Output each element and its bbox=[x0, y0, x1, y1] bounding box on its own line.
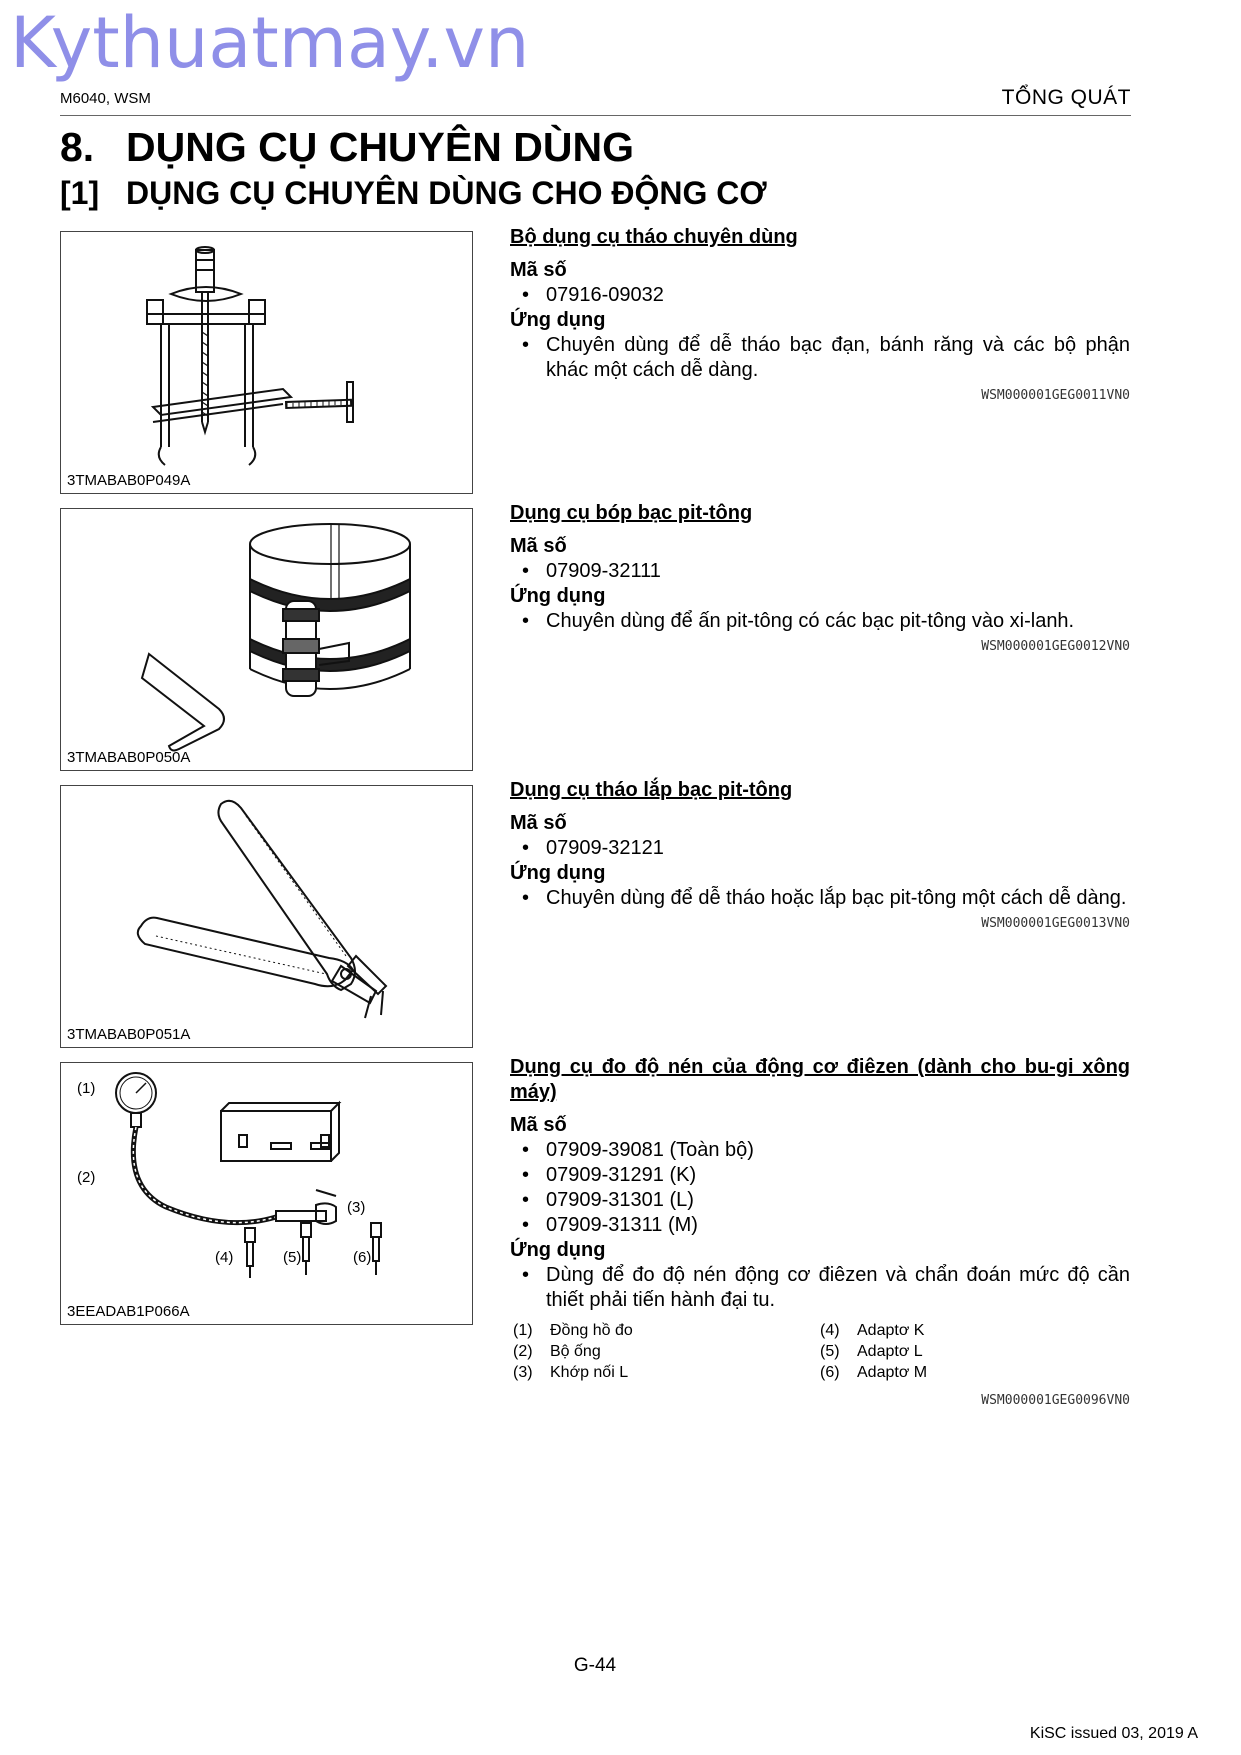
use-item: • Dùng để đo độ nén động cơ điêzen và chẩn đoán mức độ cần thiết phải tiến hành đại tu. bbox=[522, 1264, 1130, 1311]
legend-number: (6) bbox=[820, 1364, 840, 1381]
use-text: Chuyên dùng để dễ tháo bạc đạn, bánh răng và các bộ phận khác một cách dễ dàng. bbox=[546, 334, 1130, 381]
legend-row bbox=[510, 1343, 1130, 1364]
tool-entry-ring-compressor bbox=[510, 501, 1130, 657]
figure-legend bbox=[510, 1322, 1130, 1411]
figure-code: 3TMABAB0P051A bbox=[67, 1026, 191, 1043]
legend-number: (2) bbox=[513, 1343, 533, 1360]
legend-number: (4) bbox=[820, 1322, 840, 1339]
use-item: • Chuyên dùng để ấn pit-tông có các bạc pit-tông vào xi-lanh. bbox=[522, 610, 1075, 632]
section-title: DỤNG CỤ CHUYÊN DÙNG bbox=[126, 124, 634, 170]
ring-tool-illustration bbox=[61, 786, 474, 1049]
figure-label-2: (2) bbox=[77, 1169, 96, 1186]
code-label: Mã số bbox=[510, 812, 567, 834]
reference-code: WSM000001GEG0011VN0 bbox=[981, 388, 1130, 403]
puller-illustration bbox=[61, 232, 474, 495]
header-manual-id: M6040, WSM bbox=[60, 90, 151, 107]
footer-issue: KiSC issued 03, 2019 A bbox=[1029, 1725, 1198, 1742]
reference-code: WSM000001GEG0013VN0 bbox=[981, 916, 1130, 931]
legend-number: (3) bbox=[513, 1364, 533, 1381]
figure-compression-tester bbox=[60, 1062, 473, 1325]
code-item: • 07909-31291 (K) bbox=[522, 1164, 697, 1186]
compression-tester-illustration bbox=[61, 1063, 474, 1326]
subsection-heading bbox=[60, 175, 767, 212]
code-value: 07909-39081 (Toàn bộ) bbox=[546, 1139, 754, 1161]
code-item: • 07909-31311 (M) bbox=[522, 1214, 698, 1236]
use-label: Ứng dụng bbox=[510, 585, 606, 607]
figure-label-3: (3) bbox=[347, 1199, 366, 1216]
use-item: • Chuyên dùng để dễ tháo bạc đạn, bánh răng và các bộ phận khác một cách dễ dàng. bbox=[522, 334, 1130, 381]
use-label: Ứng dụng bbox=[510, 1239, 606, 1261]
legend-number: (1) bbox=[513, 1322, 533, 1339]
figure-code: 3TMABAB0P050A bbox=[67, 749, 191, 766]
figure-label-6: (6) bbox=[353, 1249, 372, 1266]
subsection-number: [1] bbox=[60, 175, 100, 211]
figure-ring-compressor bbox=[60, 508, 473, 771]
page-number: G-44 bbox=[573, 1655, 617, 1676]
figure-label-1: (1) bbox=[77, 1080, 96, 1097]
legend-text: Adaptơ L bbox=[857, 1343, 923, 1360]
code-item: • 07909-32111 bbox=[522, 560, 661, 582]
tool-title: Bộ dụng cụ tháo chuyên dùng bbox=[510, 226, 798, 248]
tool-entry-ring-tool bbox=[510, 778, 1130, 934]
section-number: 8. bbox=[60, 124, 95, 170]
figure-puller bbox=[60, 231, 473, 494]
reference-code: WSM000001GEG0012VN0 bbox=[981, 639, 1130, 654]
legend-text: Bộ ống bbox=[550, 1343, 601, 1360]
legend-number: (5) bbox=[820, 1343, 840, 1360]
subsection-title: DỤNG CỤ CHUYÊN DÙNG CHO ĐỘNG CƠ bbox=[126, 175, 767, 211]
code-value: 07909-31291 (K) bbox=[546, 1164, 697, 1186]
code-value: 07909-31301 (L) bbox=[546, 1189, 694, 1211]
code-label: Mã số bbox=[510, 259, 567, 281]
watermark: Kythuatmay.vn bbox=[10, 2, 530, 84]
tool-entry-compression-tester bbox=[510, 1055, 1130, 1313]
reference-code: WSM000001GEG0096VN0 bbox=[981, 1393, 1130, 1408]
code-item: • 07909-39081 (Toàn bộ) bbox=[522, 1139, 754, 1161]
code-item: • 07909-31301 (L) bbox=[522, 1189, 694, 1211]
code-label: Mã số bbox=[510, 1114, 567, 1136]
code-value: 07916-09032 bbox=[546, 284, 664, 306]
code-item: • 07916-09032 bbox=[522, 284, 664, 306]
code-item: • 07909-32121 bbox=[522, 837, 664, 859]
use-text: Chuyên dùng để dễ tháo hoặc lắp bạc pit-tông một cách dễ dàng. bbox=[546, 887, 1127, 909]
figure-label-4: (4) bbox=[215, 1249, 234, 1266]
legend-row bbox=[510, 1364, 1130, 1385]
legend-text: Khớp nối L bbox=[550, 1364, 629, 1381]
use-label: Ứng dụng bbox=[510, 862, 606, 884]
figure-label-5: (5) bbox=[283, 1249, 302, 1266]
header-rule bbox=[60, 115, 1131, 116]
legend-text: Adaptơ K bbox=[857, 1322, 925, 1339]
code-value: 07909-32121 bbox=[546, 837, 664, 859]
code-value: 07909-31311 (M) bbox=[546, 1214, 698, 1236]
code-value: 07909-32111 bbox=[546, 560, 661, 582]
legend-text: Adaptơ M bbox=[857, 1364, 928, 1381]
ring-compressor-illustration bbox=[61, 509, 474, 772]
legend-text: Đồng hồ đo bbox=[550, 1322, 633, 1339]
use-item: • Chuyên dùng để dễ tháo hoặc lắp bạc pit-tông một cách dễ dàng. bbox=[522, 887, 1127, 909]
use-text: Chuyên dùng để ấn pit-tông có các bạc pit-tông vào xi-lanh. bbox=[546, 610, 1075, 632]
legend-row bbox=[510, 1322, 1130, 1343]
tool-entry-puller bbox=[510, 225, 1130, 406]
figure-ring-tool bbox=[60, 785, 473, 1048]
header-chapter: TỔNG QUÁT bbox=[1001, 86, 1131, 109]
figure-code: 3TMABAB0P049A bbox=[67, 472, 191, 489]
use-label: Ứng dụng bbox=[510, 309, 606, 331]
tool-title: Dụng cụ đo độ nén của động cơ điêzen (dành cho bu-gi xông máy) bbox=[510, 1056, 1130, 1103]
tool-title: Dụng cụ bóp bạc pit-tông bbox=[510, 502, 753, 524]
section-heading bbox=[60, 124, 634, 171]
use-text: Dùng để đo độ nén động cơ điêzen và chẩn đoán mức độ cần thiết phải tiến hành đại tu. bbox=[546, 1264, 1130, 1311]
tool-title: Dụng cụ tháo lắp bạc pit-tông bbox=[510, 779, 793, 801]
figure-code: 3EEADAB1P066A bbox=[67, 1303, 190, 1320]
code-label: Mã số bbox=[510, 535, 567, 557]
